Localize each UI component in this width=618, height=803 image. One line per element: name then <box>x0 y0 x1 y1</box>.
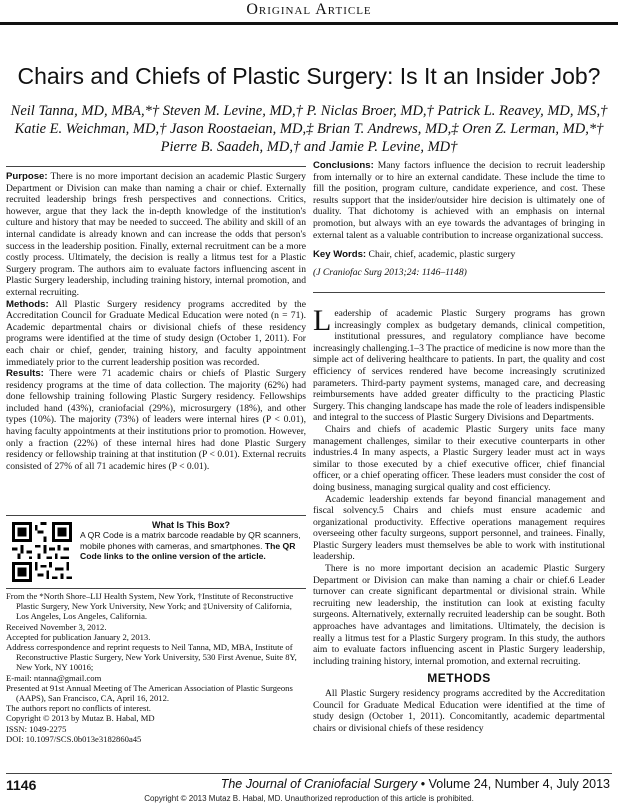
abstract-purpose <box>6 171 306 299</box>
methods-heading: METHODS <box>427 671 491 686</box>
abstract-results <box>6 368 306 472</box>
affiliation-line: From the *North Shore–LIJ Health System, New York, †Institute of Reconstructive Plastic Surgery, New York University, New York; and ‡University of California, Los Angeles, Los Angeles, California. <box>6 591 294 622</box>
body-paragraph: Academic leadership extends far beyond financial management and fiscal solvency.5 Chairs and chiefs must ensure academic and organizational productivity. Effective operations management requires overseeing other faculty surgeons, support personnel, and trainees. Finally, Plastic Surgery leaders must themselves be able to work with institutional leadership. <box>313 493 605 563</box>
email-link[interactable]: E-mail: ntanna@gmail.com <box>6 672 102 683</box>
body-paragraph: All Plastic Surgery residency programs accredited by the Accreditation Council for Graduate Medical Education were identified at the time of study design (October 1, 2011). Concomitantly, academic departmental chairs or divisional chiefs of these residency <box>313 688 605 734</box>
body-paragraph: Chairs and chiefs of academic Plastic Surgery units face many management challenges, similar to their executive counterparts in other industries.4 In many aspects, a Plastic Surgery leader must act in ways similar to those executed by a chief executive officer, chief financial officer, or a chief operating officer. These leaders must consider the cost of doing business, managing surgical quality and cost efficiency. <box>313 423 605 493</box>
keywords-text: Chair, chief, academic, plastic surgery <box>368 249 516 261</box>
conclusions-text: Many factors influence the decision to recruit leadership from internally or to hire an external candidate. These include the time to fill the position, program culture, candidate experience, and cost. These results support that the insider/outsider hire decision is ultimately one of duality. That dichotomy is achieved with an emphasis on internal promotion, but always with an eye towards the advantages of bringing in external talent as a valuable contribution to increase organizational success. <box>313 160 605 241</box>
drop-cap: L <box>313 304 332 337</box>
author-line: Pierre B. Saadeh, MD,† and Jamie P. Levine, MD† <box>160 139 458 155</box>
journal-footer <box>221 777 610 791</box>
methods-text: All Plastic Surgery residency programs accredited by the Accreditation Council for Graduate Medical Education were noted (n = 71). Academic departmental chairs or divisional chiefs of these residency programs were identified at the time of study design (October 1, 2011). For each chair or chief, gender, training history, and faculty appointment immediately prior to the current leadership position was recorded. <box>6 298 306 368</box>
presentation-note: Presented at 91st Annual Meeting of The American Association of Plastic Surgeons (AAPS), San Francisco, CA, April 16, 2012. <box>6 682 293 704</box>
keywords <box>313 249 605 261</box>
qr-heading: What Is This Box? <box>151 520 230 530</box>
body-paragraph: There is no more important decision an academic Plastic Surgery Department or Division can make than naming a chair or chief.6 Leader turnover can create significant departmental or divisional strain. While recruiting new leadership, the institution can look at existing faculty surgeons. Alternatively, externally recruited leadership can be sought. Both approaches have advantages and limitations. Ultimately, the decision is really a litmus test for a Plastic Surgery program. In this study, the authors aim to evaluate factors influencing ascent in Plastic Surgery leadership, including training history, internal promotion, and external recruiting. <box>313 563 605 667</box>
results-label: Results: <box>6 368 44 380</box>
conclusions-label: Conclusions: <box>313 160 374 171</box>
section-label: Original Article <box>246 1 372 18</box>
divider <box>313 292 605 293</box>
divider <box>6 166 306 167</box>
author-line: Neil Tanna, MD, MBA,*† Steven M. Levine, MD,† P. Niclas Broer, MD,† Patrick L. Reavey, MD, MS,† <box>10 103 608 119</box>
doi-link[interactable]: DOI: 10.1097/SCS.0b013e3182860a45 <box>6 733 142 744</box>
qr-code-icon[interactable] <box>12 522 72 582</box>
abstract-methods <box>6 299 306 369</box>
conflict-statement: The authors report no conflicts of interest. <box>6 703 151 714</box>
article-title: Chairs and Chiefs of Plastic Surgery: Is It an Insider Job? <box>17 63 601 89</box>
body-paragraph <box>313 304 605 424</box>
received-date: Received November 3, 2012. <box>6 621 107 632</box>
purpose-text: There is no more important decision an academic Plastic Surgery Department or Division can make than naming a chair or chief. Externally recruited leadership brings fresh perspectives and connections. Critics, however, argue that they lack the in-depth knowledge of the institution's culture and history that may be needed to succeed. The ability and skill of an internal candidate is already known and can increase the odds that person's success in the leadership position. Finally, external recruitment can be a more costly process. Ultimately, the decision is really a litmus test for a Plastic Surgery program. The authors aim to evaluate factors influencing ascent in Plastic Surgery leadership, including training history, internal promotion, and external recruiting. <box>6 171 306 298</box>
qr-text <box>80 520 302 562</box>
purpose-label: Purpose: <box>6 171 48 182</box>
copyright-line: Copyright © 2013 by Mutaz B. Habal, MD <box>6 713 155 724</box>
author-list <box>10 102 608 156</box>
accepted-date: Accepted for publication January 2, 2013. <box>6 631 151 642</box>
body-text-column <box>313 304 605 734</box>
author-line: Katie E. Weichman, MD,† Jason Roostaeian, MD,‡ Brian T. Andrews, MD,‡ Oren Z. Lerman, MD,*† <box>14 121 604 137</box>
page-number: 1146 <box>6 777 37 793</box>
qr-desc-bold: The QR Code links to the online version of the article. <box>80 540 296 562</box>
header-bar <box>0 0 618 22</box>
results-text: There were 71 academic chairs or chiefs of Plastic Surgery residency programs at the time of data collection. The majority (62%) had done fellowship training following Plastic Surgery residency. Fellowships included hand (43%), craniofacial (29%), microsurgery (18%), and other types (10%). The majority (73%) of leaders were internal hires (P < 0.01), having faculty appointments at their institutions prior to promotion. However, only a fraction (22%) of these internal hires had done Plastic Surgery residency or fellowship training at that institution (P < 0.01). External recruits consisted of 27% of all 71 academic hires (P < 0.01). <box>6 368 306 472</box>
abstract-left-column <box>6 171 306 472</box>
copyright-notice: Copyright © 2013 Mutaz B. Habal, MD. Unauthorized reproduction of this article is prohibited. <box>144 794 474 803</box>
volume-info: • Volume 24, Number 4, July 2013 <box>420 777 610 791</box>
affiliations <box>6 588 306 744</box>
paragraph-text: eadership of academic Plastic Surgery programs has grown increasingly complex as budgetary demands, clinical competition, institutional pressures, and regulatory compliance have become increasingly challenging.1–3 The practice of medicine is now more than the simple act of delivering healthcare to patients. In part, the quality and cost efficiency of services rendered have become increasingly scrutinized parameters. Third-party payment systems, managed care, and decreasing reimbursements have added greater difficulty to the practicing Plastic Surgery. This changing landscape has made the role of leaders indispensible and integral to the success of Plastic Surgery Divisions and Departments. <box>313 308 605 424</box>
abstract-right-column <box>313 160 605 278</box>
keywords-label: Key Words: <box>313 249 367 261</box>
issn: ISSN: 1049-2275 <box>6 723 67 734</box>
qr-desc-text: A QR Code is a matrix barcode readable by QR scanners, mobile phones with cameras, and smartphones. <box>80 530 301 551</box>
qr-description <box>80 530 302 561</box>
header-rule <box>0 22 618 25</box>
correspondence: Address correspondence and reprint requests to Neil Tanna, MD, MBA, Institute of Reconstructive Plastic Surgery, New York University, 530 First Avenue, Suite 8Y, New York, NY 10016; <box>6 642 297 673</box>
methods-label: Methods: <box>6 298 49 310</box>
footer-rule <box>6 773 612 774</box>
citation: (J Craniofac Surg 2013;24: 1146–1148) <box>313 266 467 278</box>
qr-box <box>6 515 306 586</box>
abstract-conclusions <box>313 160 605 241</box>
journal-name: The Journal of Craniofacial Surgery <box>220 777 418 791</box>
